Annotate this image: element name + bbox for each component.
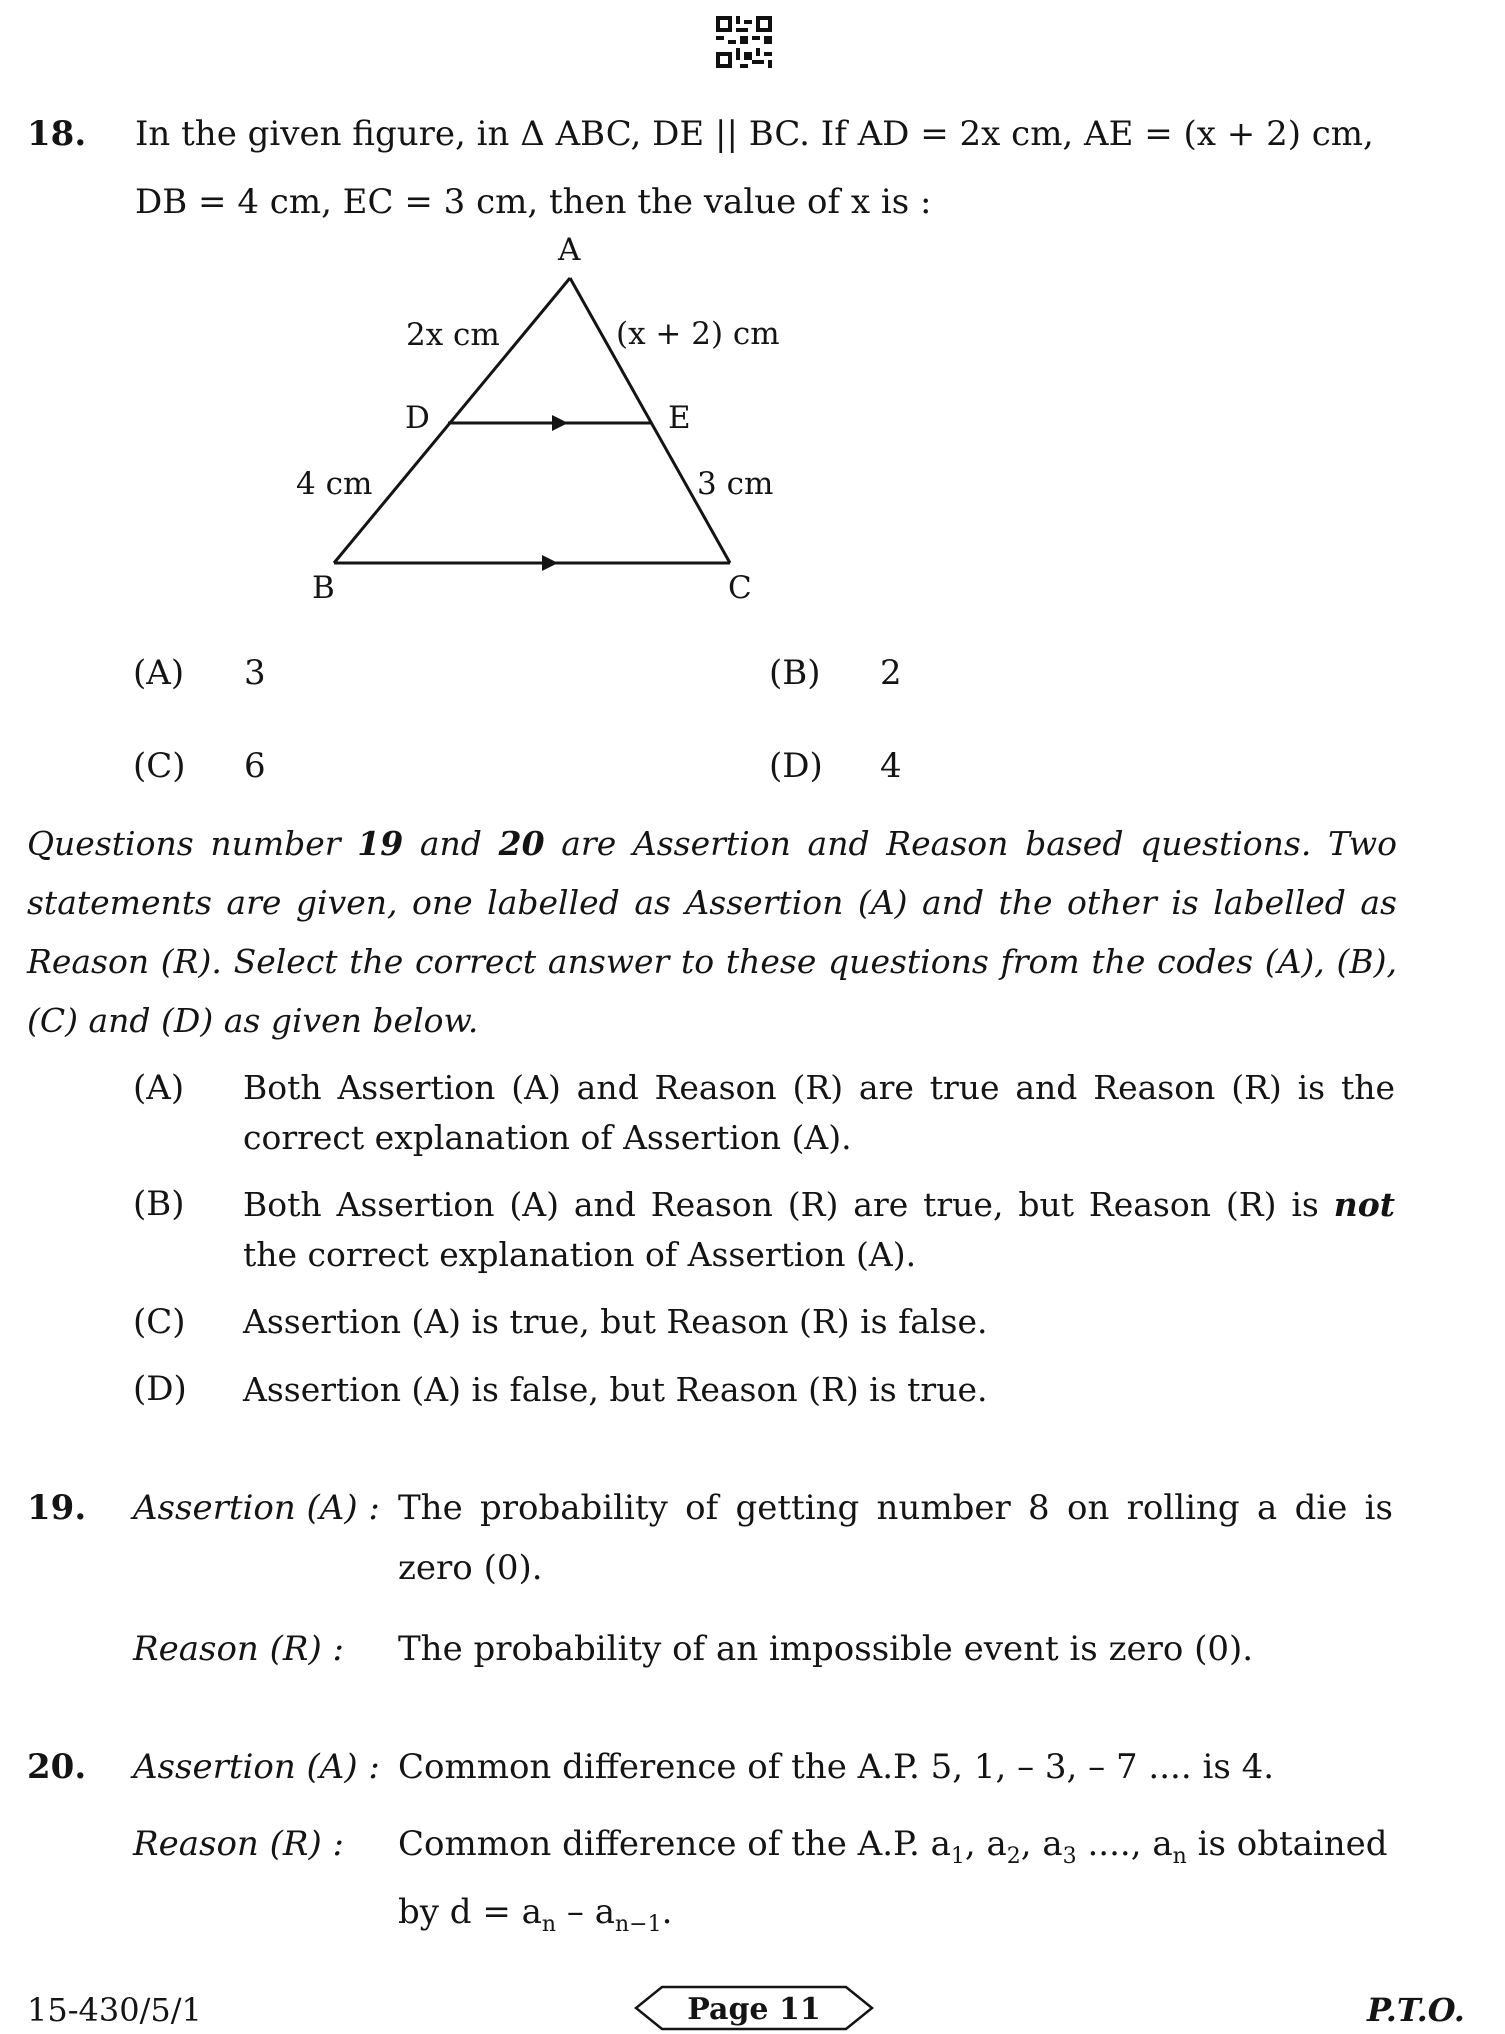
q19-reason-text: The probability of an impossible event is zero (0). xyxy=(398,1629,1254,1669)
q20-reason-label: Reason (R) : xyxy=(133,1824,345,1864)
vertex-a-label: A xyxy=(558,232,581,268)
parallel-arrow-bc xyxy=(542,555,558,571)
please-turn-over: P.T.O. xyxy=(1367,1991,1465,2029)
triangle-figure xyxy=(290,232,810,612)
option-a-label: (A) xyxy=(133,653,185,693)
option-c-value: 6 xyxy=(244,746,266,786)
code-c-text: Assertion (A) is true, but Reason (R) is false. xyxy=(243,1302,988,1341)
q20-reason-line-2: by $d = a_n - a_{n-1}$. xyxy=(398,1892,673,1937)
q19-assertion-line-2: zero (0). xyxy=(398,1548,543,1588)
code-a-label: (A) xyxy=(133,1068,185,1108)
question-number-20: 20. xyxy=(27,1747,87,1787)
option-d-value: 4 xyxy=(880,746,902,786)
qr-code-icon xyxy=(716,16,772,68)
code-d-label: (D) xyxy=(133,1369,187,1409)
page-number: Page 11 xyxy=(687,1992,821,2027)
q19-reason-label: Reason (R) : xyxy=(133,1629,345,1669)
option-b-value: 2 xyxy=(880,653,902,693)
q19-assertion-label: Assertion (A) : xyxy=(133,1488,380,1528)
length-db-label: 4 cm xyxy=(296,466,373,502)
question-number-18: 18. xyxy=(27,114,87,154)
q20-assertion-text: Common difference of the A.P. 5, 1, – 3, – 7 .... is 4. xyxy=(398,1747,1275,1787)
length-ae-label: (x + 2) cm xyxy=(616,316,780,352)
option-b-label: (B) xyxy=(769,653,821,693)
question-number-19: 19. xyxy=(27,1488,87,1528)
page-number-badge xyxy=(632,1984,876,2032)
option-d-label: (D) xyxy=(769,746,823,786)
code-b-text: Both Assertion (A) and Reason (R) are true, but Reason (R) is not the correct explanation of Assertion (A). xyxy=(243,1185,1395,1274)
code-a-text: Both Assertion (A) and Reason (R) are true and Reason (R) is the correct explanation of Assertion (A). xyxy=(243,1068,1395,1157)
q20-assertion-label: Assertion (A) : xyxy=(133,1747,380,1787)
question-18-line-1: In the given figure, in Δ ABC, DE || BC. If AD = 2x cm, AE = (x + 2) cm, xyxy=(135,114,1374,154)
code-b-label: (B) xyxy=(133,1184,185,1224)
parallel-arrow-de xyxy=(552,415,568,431)
option-a-value: 3 xyxy=(244,653,266,693)
code-c-label: (C) xyxy=(133,1302,186,1342)
vertex-e-label: E xyxy=(668,400,691,436)
length-ec-label: 3 cm xyxy=(697,466,774,502)
q19-assertion-line-1: The probability of getting number 8 on rolling a die is xyxy=(398,1488,1393,1528)
question-18-line-2: DB = 4 cm, EC = 3 cm, then the value of x is : xyxy=(135,182,932,222)
vertex-b-label: B xyxy=(312,570,335,606)
option-c-label: (C) xyxy=(133,746,186,786)
assertion-reason-instructions: Questions number 19 and 20 are Assertion and Reason based questions. Two statements are given, one labelled as Assertion (A) and the other is labelled as Reason (R). Select the correct answer to these questions from the codes (A), (B), (C) and (D) as given below. xyxy=(27,824,1397,1040)
paper-code: 15-430/5/1 xyxy=(27,1991,202,2029)
vertex-d-label: D xyxy=(405,400,430,436)
length-ad-label: 2x cm xyxy=(406,317,500,353)
q20-reason-line-1: Common difference of the A.P. $a_1$, $a_2$, $a_3$ ...., $a_n$ is obtained xyxy=(398,1824,1388,1869)
code-d-text: Assertion (A) is false, but Reason (R) is true. xyxy=(243,1370,988,1409)
vertex-c-label: C xyxy=(728,570,752,606)
